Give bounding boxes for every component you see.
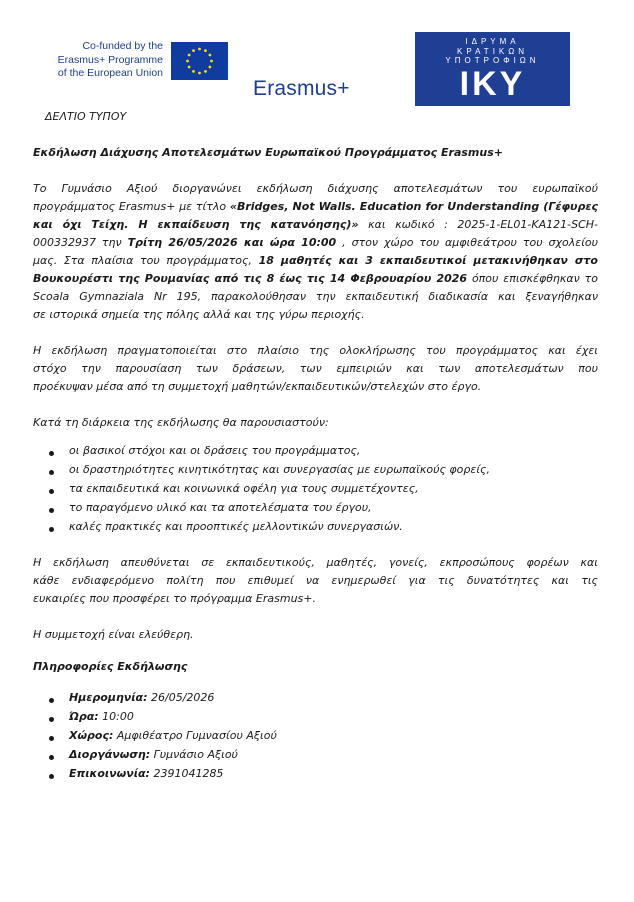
eu-star-icon bbox=[188, 54, 191, 57]
eu-star-icon bbox=[208, 54, 211, 57]
eu-star-icon bbox=[198, 48, 201, 51]
paragraph-line: Η συμμετοχή είναι ελεύθερη. bbox=[33, 628, 194, 641]
list-item: Χώρος: Αμφιθέατρο Γυμνασίου Αξιού bbox=[69, 729, 277, 742]
list-item: οι δραστηριότητες κινητικότητας και συνεργασίας με ευρωπαϊκούς φορείς, bbox=[69, 463, 491, 476]
paragraph-line: 000332937 την Τρίτη 26/05/2026 και ώρα 10:00 , στον χώρο του αμφιθεάτρου του σχολείου bbox=[33, 236, 599, 249]
bullet-icon bbox=[49, 508, 54, 513]
eu-funding-text bbox=[38, 40, 163, 81]
paragraph-line: Scoala Gymnaziala Nr 195, παρακολούθησαν την εκπαιδευτική διαδικασία και ξεναγήθηκαν bbox=[33, 290, 598, 303]
iky-line: ΙΔΡΥΜΑ bbox=[465, 37, 520, 46]
paragraph-line: και όχι Τείχη. Η εκπαίδευση της κατανόησης)» και κωδικό : 2025-1-EL01-KA121-SCH- bbox=[33, 218, 598, 231]
eu-cofunded-logo bbox=[38, 40, 238, 85]
eu-star-icon bbox=[208, 66, 211, 69]
bullet-icon bbox=[49, 451, 54, 456]
eu-funding-line: of the European Union bbox=[57, 67, 163, 79]
iky-acronym: ΙΚΥ bbox=[459, 65, 526, 103]
eu-star-icon bbox=[204, 70, 207, 73]
list-item: Διοργάνωση: Γυμνάσιο Αξιού bbox=[69, 748, 238, 761]
press-release-label: ΔΕΛΤΙΟ ΤΥΠΟΥ bbox=[45, 110, 127, 123]
iky-logo-text bbox=[415, 37, 570, 66]
bullet-icon bbox=[49, 717, 54, 722]
list-item: οι βασικοί στόχοι και οι δράσεις του προγράμματος, bbox=[69, 444, 361, 457]
list-item: το παραγόμενο υλικό και τα αποτελέσματα του έργου, bbox=[69, 501, 372, 514]
bullet-icon bbox=[49, 489, 54, 494]
bullet-icon bbox=[49, 755, 54, 760]
eu-star-icon bbox=[204, 49, 207, 52]
eu-flag-icon bbox=[171, 42, 228, 80]
paragraph-line: ευκαιρίες που προσφέρει το πρόγραμμα Erasmus+. bbox=[33, 592, 316, 605]
list-item: τα εκπαιδευτικά και κοινωνικά οφέλη για τους συμμετέχοντες, bbox=[69, 482, 419, 495]
erasmus-plus-logo: Erasmus+ bbox=[253, 77, 350, 100]
paragraph-line: σε ιστορικά σημεία της πόλης αλλά και της γύρω περιοχής. bbox=[33, 308, 365, 321]
paragraph-line: προέκυψαν μέσα από τη συμμετοχή μαθητών/εκπαιδευτικών/στελεχών στο έργο. bbox=[33, 380, 482, 393]
paragraph-line: προγράμματος Erasmus+ με τίτλο «Bridges, Not Walls. Education for Understanding (Γέφυρες bbox=[33, 200, 598, 213]
eu-funding-line: Co-funded by the bbox=[82, 40, 163, 52]
info-heading: Πληροφορίες Εκδήλωσης bbox=[33, 660, 188, 673]
eu-star-icon bbox=[186, 60, 189, 63]
iky-line: ΥΠΟΤΡΟΦΙΩΝ bbox=[445, 56, 540, 65]
list-item: Ημερομηνία: 26/05/2026 bbox=[69, 691, 215, 704]
paragraph-line: Η εκδήλωση απευθύνεται σε εκπαιδευτικούς, μαθητές, γονείς, εκπροσώπους φορέων και bbox=[33, 556, 598, 569]
iky-line: ΚΡΑΤΙΚΩΝ bbox=[456, 46, 529, 56]
eu-star-icon bbox=[192, 70, 195, 73]
eu-star-icon bbox=[188, 66, 191, 69]
eu-funding-line: Erasmus+ Programme bbox=[57, 53, 163, 66]
list-item: Επικοινωνία: 2391041285 bbox=[69, 767, 224, 780]
paragraph-line: μας. Στα πλαίσια του προγράμματος, 18 μαθητές και 3 εκπαιδευτικοί μετακινήθηκαν στο bbox=[33, 254, 598, 267]
paragraph-line: Βουκουρέστι της Ρουμανίας από τις 8 έως τις 14 Φεβρουαρίου 2026 όπου επισκέφθηκαν το bbox=[33, 272, 598, 285]
eu-star-icon bbox=[198, 72, 201, 75]
bullet-icon bbox=[49, 774, 54, 779]
paragraph-line: Το Γυμνάσιο Αξιού διοργανώνει εκδήλωση διάχυσης αποτελεσμάτων του ευρωπαϊκού bbox=[33, 182, 598, 195]
bullet-icon bbox=[49, 698, 54, 703]
eu-star-icon bbox=[192, 49, 195, 52]
paragraph-line: Κατά τη διάρκεια της εκδήλωσης θα παρουσιαστούν: bbox=[33, 416, 329, 429]
paragraph-line: στόχο την παρουσίαση των δράσεων, των εμπειριών και των αποτελεσμάτων που bbox=[33, 362, 598, 375]
eu-star-icon bbox=[210, 60, 213, 63]
list-item: Ώρα: 10:00 bbox=[69, 710, 134, 723]
iky-logo bbox=[415, 32, 570, 106]
paragraph-line: κάθε ενδιαφερόμενο πολίτη που επιθυμεί να ενημερωθεί για τις δυνατότητες και τις bbox=[33, 574, 598, 587]
document-title: Εκδήλωση Διάχυσης Αποτελεσμάτων Ευρωπαϊκού Προγράμματος Erasmus+ bbox=[33, 146, 503, 159]
bullet-icon bbox=[49, 527, 54, 532]
list-item: καλές πρακτικές και προοπτικές μελλοντικών συνεργασιών. bbox=[69, 520, 403, 533]
paragraph-line: Η εκδήλωση πραγματοποιείται στο πλαίσιο της ολοκλήρωσης του προγράμματος και έχει bbox=[33, 344, 598, 357]
bullet-icon bbox=[49, 736, 54, 741]
bullet-icon bbox=[49, 470, 54, 475]
